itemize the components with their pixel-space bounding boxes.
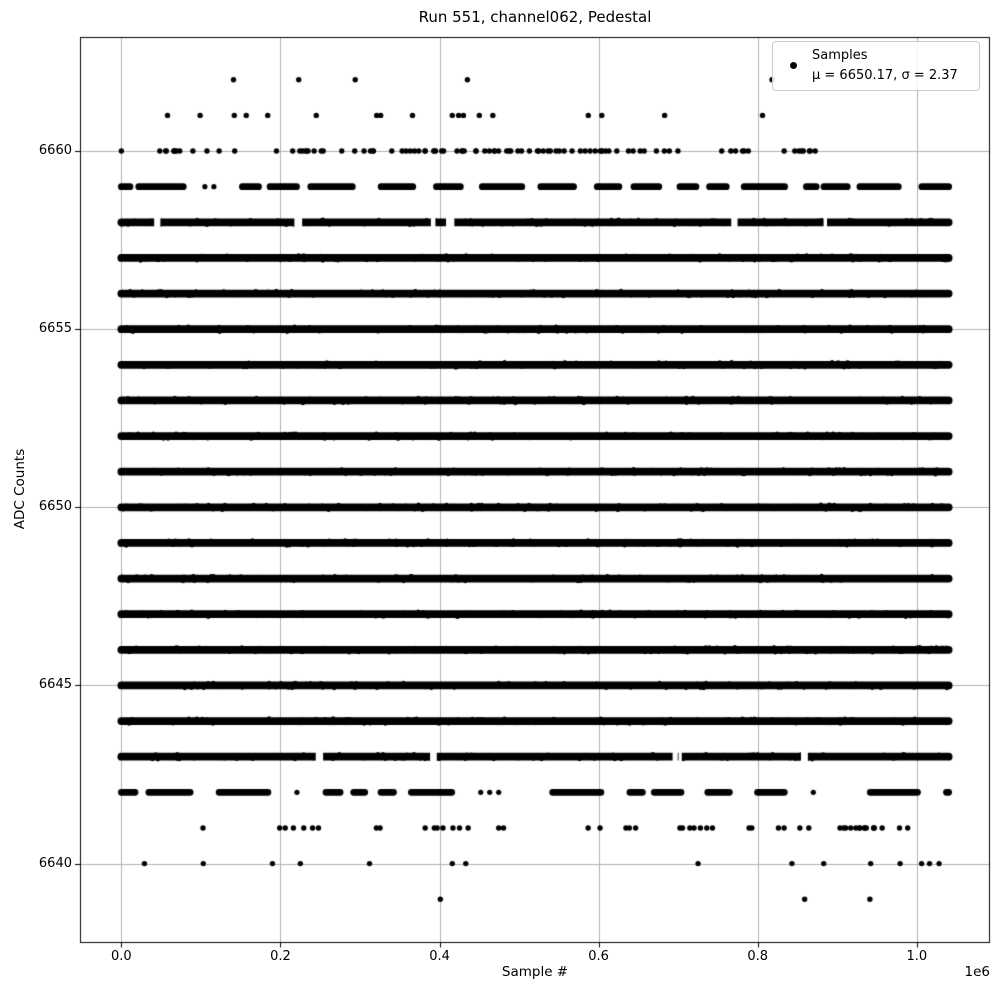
x-tick-label: 0.6 [588, 949, 609, 964]
legend-label: Samples [812, 48, 868, 63]
x-tick-label: 1.0 [906, 949, 928, 964]
x-tick-label: 0.2 [270, 949, 291, 964]
legend-text [812, 46, 958, 85]
y-tick-label: 6655 [38, 321, 72, 337]
y-tick-label: 6660 [38, 143, 72, 159]
legend-sample-marker-icon [781, 62, 805, 69]
y-tick-label: 6645 [38, 677, 72, 693]
plot-title: Run 551, channel062, Pedestal [418, 8, 652, 26]
x-tick-label: 0.0 [111, 949, 132, 964]
legend [772, 41, 980, 91]
y-axis-label: ADC Counts [12, 448, 28, 530]
axis-offset-label: 1e6 [964, 964, 990, 980]
x-axis-label: Sample # [501, 964, 569, 980]
y-tick-label: 6650 [38, 499, 72, 515]
legend-stats: μ = 6650.17, σ = 2.37 [812, 67, 958, 83]
y-tick-label: 6640 [38, 855, 72, 871]
x-tick-label: 0.8 [747, 949, 769, 964]
x-tick-label: 0.4 [429, 949, 450, 964]
